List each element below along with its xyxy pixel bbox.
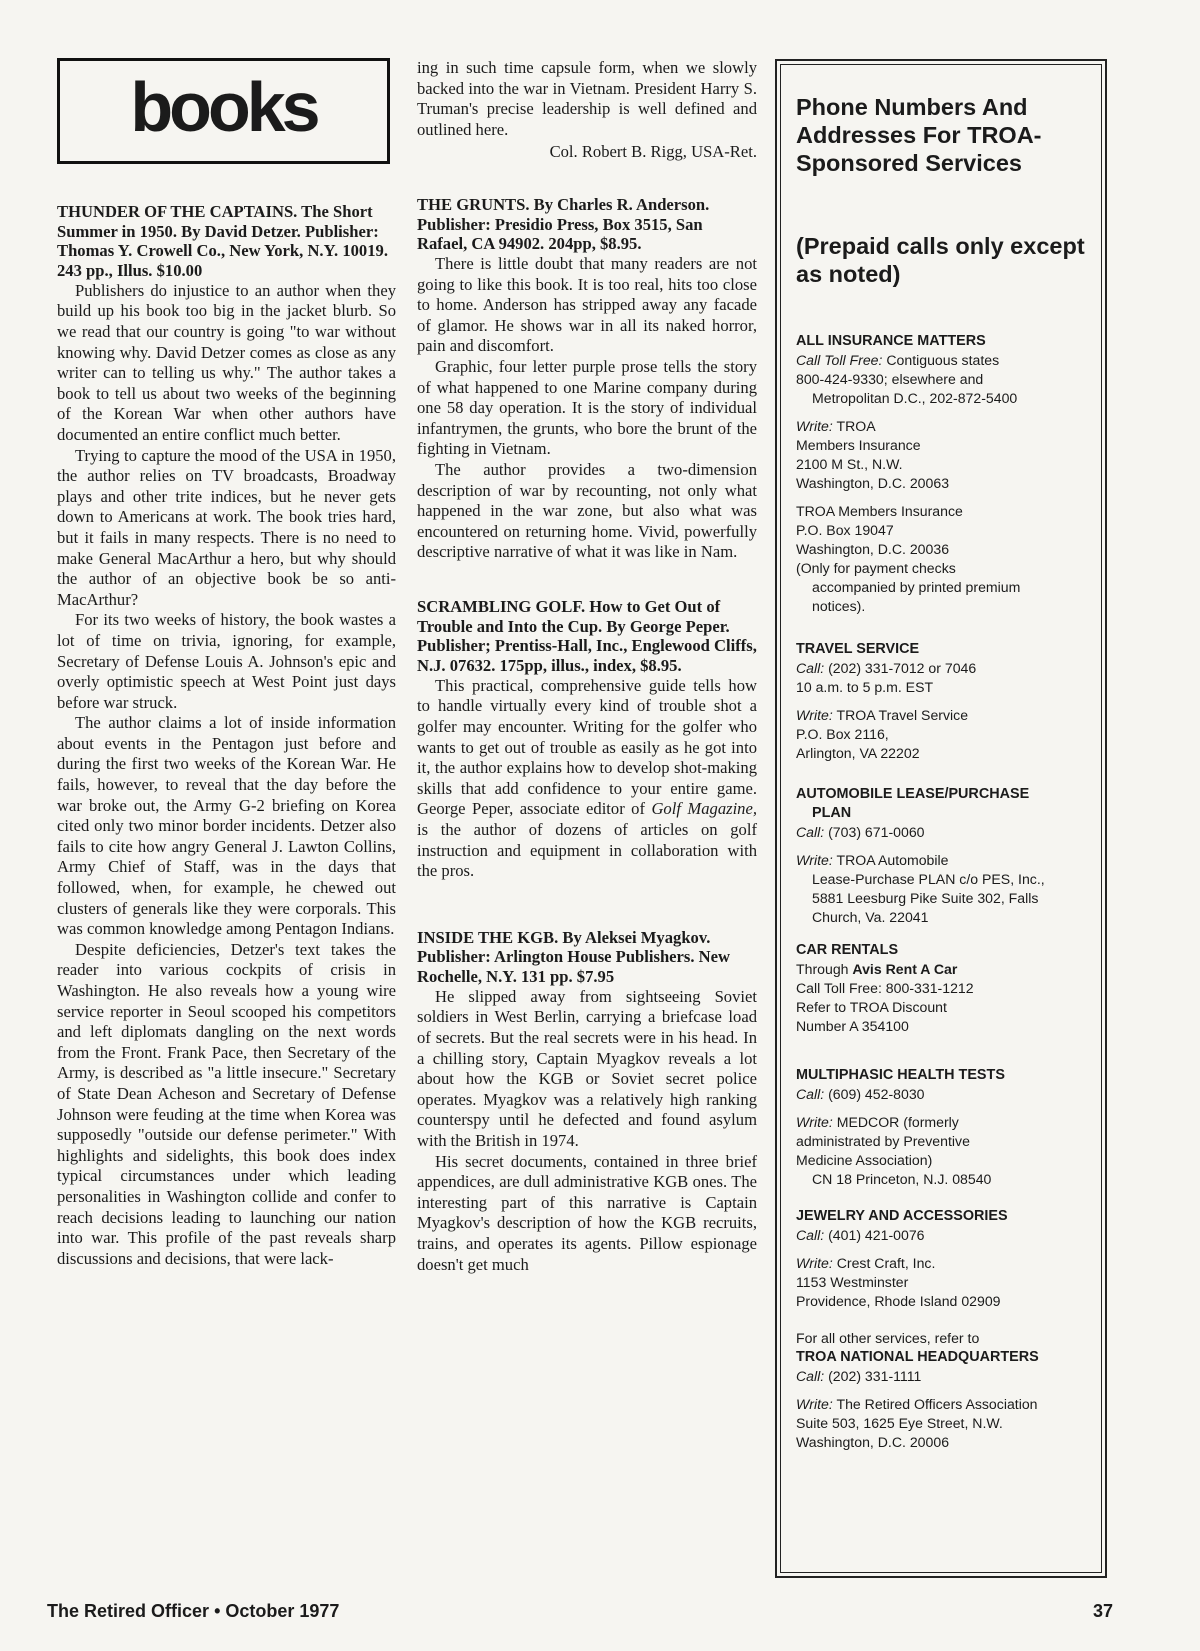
footer-bullet: • bbox=[214, 1601, 221, 1621]
review-thunder-of-the-captains bbox=[57, 202, 396, 1269]
magazine-title: Golf Magazine, bbox=[651, 799, 757, 819]
write-text: TROA bbox=[832, 418, 876, 434]
sidebar-subtitle: (Prepaid calls only except as noted) bbox=[796, 233, 1085, 287]
service-line bbox=[796, 1367, 1088, 1386]
call-label: Call: bbox=[796, 1086, 825, 1102]
service-heading: TRAVEL SERVICE bbox=[796, 641, 920, 657]
review-scrambling-golf bbox=[417, 597, 757, 882]
address-line: Providence, Rhode Island 02909 bbox=[796, 1293, 1001, 1309]
service-heading: ALL INSURANCE MATTERS bbox=[796, 333, 986, 349]
service-headquarters bbox=[796, 1329, 1088, 1452]
review-body bbox=[417, 676, 757, 882]
address-line: TROA Members Insurance bbox=[796, 503, 963, 519]
review-paragraph: Trying to capture the mood of the USA in 1950, the author relies on TV broadcasts, Broadway plays and other trite indices, but he never gets down to Americans at work. The book tries hard, but it fails in many respects. There is no need to make General MacArthur a hero, but why should the author of an objective book be so anti-MacArthur? bbox=[57, 445, 396, 609]
sidebar-title: Phone Numbers And Addresses For TROA-Sponsored Services bbox=[796, 94, 1042, 176]
write-label: Write: bbox=[796, 1255, 833, 1271]
call-text: (202) 331-7012 or 7046 bbox=[824, 660, 977, 676]
service-jewelry bbox=[796, 1207, 1088, 1311]
address-line: Members Insurance bbox=[796, 437, 921, 453]
service-line bbox=[796, 851, 1088, 870]
sidebar-content bbox=[796, 93, 1088, 1452]
address-line: Arlington, VA 22202 bbox=[796, 745, 920, 761]
text-run: This practical, comprehensive guide tells how to handle virtually every kind of trouble shot a golfer may encounter. Writing for the golfer who wants to get out of trouble as easily as he got into it, the author explains how to develop shot-making skills that add confidence to your entire game. George Peper, associate editor of bbox=[417, 675, 757, 819]
review-heading: THUNDER OF THE CAPTAINS. The Short Summer in 1950. By David Detzer. Publisher: Thomas Y. Crowell Co., New York, N.Y. 10019. 243 pp., Illus. $10.00 bbox=[57, 202, 388, 281]
review-body bbox=[57, 281, 396, 1270]
review-body bbox=[417, 254, 757, 563]
service-line: 800-424-9330; elsewhere and bbox=[796, 371, 984, 387]
service-line: Call Toll Free: 800-331-1212 bbox=[796, 980, 974, 996]
service-auto-lease bbox=[796, 785, 1088, 927]
review-continuation bbox=[417, 58, 757, 140]
address-line: accompanied by printed premium bbox=[812, 579, 1021, 595]
address-line: Suite 503, 1625 Eye Street, N.W. bbox=[796, 1415, 1003, 1431]
review-inside-the-kgb bbox=[417, 928, 757, 1275]
write-text: TROA Automobile bbox=[832, 852, 949, 868]
service-line bbox=[796, 1113, 1088, 1132]
service-line bbox=[796, 706, 1088, 725]
service-line: Metropolitan D.C., 202-872-5400 bbox=[812, 390, 1018, 406]
service-health-tests bbox=[796, 1066, 1088, 1189]
service-heading: CAR RENTALS bbox=[796, 942, 899, 958]
service-line bbox=[796, 960, 1088, 979]
service-heading: MULTIPHASIC HEALTH TESTS bbox=[796, 1067, 1005, 1083]
call-text: (202) 331-1111 bbox=[824, 1368, 922, 1384]
service-car-rentals bbox=[796, 941, 1088, 1036]
call-label: Call: bbox=[796, 1227, 825, 1243]
write-text: TROA Travel Service bbox=[832, 707, 969, 723]
call-text: (703) 671-0060 bbox=[824, 824, 925, 840]
review-paragraph: Publishers do injustice to an author when they build up his book too big in the jacket blurb. So we read that our country is going "to war without knowing why. David Detzer comes as close as any writer can to telling us why." The author takes a book to tell us about two weeks of the beginning of the Korean War when other authors have documented an entire conflict much better. bbox=[57, 280, 396, 444]
write-label: Write: bbox=[796, 1114, 833, 1130]
write-label: Write: bbox=[796, 707, 833, 723]
address-line: Church, Va. 22041 bbox=[812, 909, 929, 925]
review-paragraph: His secret documents, contained in three brief appendices, are dull administrative KGB ones. The interesting part of this narrative is Captain Myagkov's description of how the KGB recruits, trains, and operates its agents. Pillow espionage doesn't get much bbox=[417, 1151, 757, 1274]
review-paragraph bbox=[417, 676, 757, 882]
review-heading: SCRAMBLING GOLF. How to Get Out of Trouble and Into the Cup. By George Peper. Publisher; Prentiss-Hall, Inc., Englewood Cliffs, N.J. 07632. 175pp, illus., index, $8.95. bbox=[417, 596, 757, 676]
service-hours: 10 a.m. to 5 p.m. EST bbox=[796, 679, 934, 695]
review-the-grunts bbox=[417, 195, 757, 563]
write-text: The Retired Officers Association bbox=[832, 1396, 1038, 1412]
address-line: Washington, D.C. 20006 bbox=[796, 1434, 950, 1450]
review-heading: INSIDE THE KGB. By Aleksei Myagkov. Publisher: Arlington House Publishers. New Rochelle, N.Y. 131 pp. $7.95 bbox=[417, 927, 731, 987]
address-line: 1153 Westminster bbox=[796, 1274, 909, 1290]
address-line: Medicine Association) bbox=[796, 1152, 933, 1168]
call-text: Contiguous states bbox=[882, 352, 1000, 368]
service-intro: For all other services, refer to bbox=[796, 1330, 980, 1346]
issue-date: October 1977 bbox=[225, 1601, 340, 1621]
service-heading: AUTOMOBILE LEASE/PURCHASE bbox=[796, 786, 1030, 802]
call-label: Call: bbox=[796, 824, 825, 840]
address-line: 5881 Leesburg Pike Suite 302, Falls bbox=[812, 890, 1039, 906]
service-insurance bbox=[796, 332, 1088, 616]
write-text: MEDCOR (formerly bbox=[832, 1114, 959, 1130]
column-1 bbox=[57, 58, 396, 1269]
review-paragraph: Graphic, four letter purple prose tells the story of what happened to one Marine company during one 58 day operation. It is the story of individual infantrymen, the grunts, who bore the brunt of the fighting in Vietnam. bbox=[417, 357, 757, 459]
service-line bbox=[796, 1395, 1088, 1414]
publication-name: The Retired Officer bbox=[47, 1601, 210, 1621]
review-paragraph: Despite deficiencies, Detzer's text takes the reader into various cockpits of crisis in Washington. He also reveals how a young wire service reporter in Seoul scooped his competitors and left diplomats dangling on the next words from the Front. Frank Pace, then Secretary of the Army, is described as "a little insecure." Secretary of State Dean Acheson and Secretary of Defense Johnson were feuding at the time when Korea was supposedly "outside our defense perimeter." With highlights and sidelights, this book does index typical circumstances under which leading personalities in Washington collide and confer to reach decisions leading to launching our nation into war. This profile of the past reveals sharp discussions and decisions, that were lack- bbox=[57, 939, 396, 1268]
service-line bbox=[796, 1254, 1088, 1273]
service-travel bbox=[796, 640, 1088, 763]
column-2 bbox=[417, 58, 757, 1275]
review-paragraph: He slipped away from sightseeing Soviet soldiers in West Berlin, carrying a briefcase load of secrets. But the real secrets were in his head. In a chilling story, Captain Myagkov reveals a lot about how the KGB or Soviet secret police operates. Myagkov was a relatively high ranking counterspy until he defected and found asylum with the British in 1974. bbox=[417, 986, 757, 1150]
service-heading: JEWELRY AND ACCESSORIES bbox=[796, 1208, 1008, 1224]
call-label: Call: bbox=[796, 1368, 825, 1384]
address-line: P.O. Box 2116, bbox=[796, 726, 889, 742]
service-line bbox=[796, 659, 1088, 678]
service-line: Number A 354100 bbox=[796, 1018, 909, 1034]
service-heading: TROA NATIONAL HEADQUARTERS bbox=[796, 1349, 1039, 1365]
call-label: Call Toll Free: bbox=[796, 352, 883, 368]
provider-name: Avis Rent A Car bbox=[852, 961, 958, 977]
service-line bbox=[796, 417, 1088, 436]
review-paragraph: ing in such time capsule form, when we slowly backed into the war in Vietnam. President Harry S. Truman's precise leadership is well defined and outlined here. bbox=[417, 58, 757, 139]
address-line: notices). bbox=[812, 598, 866, 614]
services-sidebar bbox=[775, 59, 1107, 1578]
write-label: Write: bbox=[796, 852, 833, 868]
call-text: (401) 421-0076 bbox=[824, 1227, 925, 1243]
write-label: Write: bbox=[796, 418, 833, 434]
review-paragraph: The author provides a two-dimension description of war by recounting, not only what happened in the war zone, but also what was encountered on returning home. Vivid, powerfully descriptive narrative of what it was like in Nam. bbox=[417, 460, 757, 562]
call-label: Call: bbox=[796, 660, 825, 676]
review-heading: THE GRUNTS. By Charles R. Anderson. Publisher: Presidio Press, Box 3515, San Rafael, CA 94902. 204pp, $8.95. bbox=[417, 194, 710, 254]
write-label: Write: bbox=[796, 1396, 833, 1412]
address-line: Washington, D.C. 20036 bbox=[796, 541, 950, 557]
review-paragraph: For its two weeks of history, the book wastes a lot of time on trivia, ignoring, for example, Secretary of Defense Louis A. Johnson's epic and overly optimistic speech at West Point just days before war struck. bbox=[57, 610, 396, 712]
service-line bbox=[796, 823, 1088, 842]
address-line: P.O. Box 19047 bbox=[796, 522, 894, 538]
address-line: administrated by Preventive bbox=[796, 1133, 970, 1149]
service-line: Refer to TROA Discount bbox=[796, 999, 947, 1015]
address-line: Washington, D.C. 20063 bbox=[796, 475, 950, 491]
review-paragraph: There is little doubt that many readers are not going to like this book. It is too real, hits too close to home. Anderson has stripped away any facade of glamor. He shows war in all its naked horror, pain and discomfort. bbox=[417, 254, 757, 356]
service-line bbox=[796, 351, 1088, 370]
text-run: is the author of dozens of articles on golf instruction and equipment in collaboration with the pros. bbox=[417, 819, 757, 881]
call-text: (609) 452-8030 bbox=[824, 1086, 925, 1102]
review-paragraph: The author claims a lot of inside information about events in the Pentagon just before and during the first two weeks of the Korean War. He fails, however, to reveal that the day before the war broke out, the Army G-2 briefing on Korea cited only two minor border incidents. Detzer also fails to cite how angry General J. Lawton Collins, Army Chief of Staff, was in the days that followed, when, for example, he chewed out clusters of generals like they were corporals. This was common knowledge among Pentagon Indians. bbox=[57, 713, 396, 939]
masthead-title: books bbox=[130, 68, 317, 146]
address-line: Lease-Purchase PLAN c/o PES, Inc., bbox=[812, 871, 1045, 887]
page-footer-publication bbox=[47, 1601, 339, 1622]
page-number: 37 bbox=[1092, 1601, 1113, 1621]
address-line: 2100 M St., N.W. bbox=[796, 456, 903, 472]
address-line: (Only for payment checks bbox=[796, 560, 956, 576]
write-text: Crest Craft, Inc. bbox=[832, 1255, 936, 1271]
review-body bbox=[417, 987, 757, 1275]
service-line bbox=[796, 1085, 1088, 1104]
address-line: CN 18 Princeton, N.J. 08540 bbox=[812, 1171, 992, 1187]
text-run: Through bbox=[796, 961, 853, 977]
service-heading: PLAN bbox=[812, 805, 852, 821]
review-signature: Col. Robert B. Rigg, USA-Ret. bbox=[549, 142, 757, 162]
section-masthead bbox=[57, 58, 390, 164]
service-line bbox=[796, 1226, 1088, 1245]
